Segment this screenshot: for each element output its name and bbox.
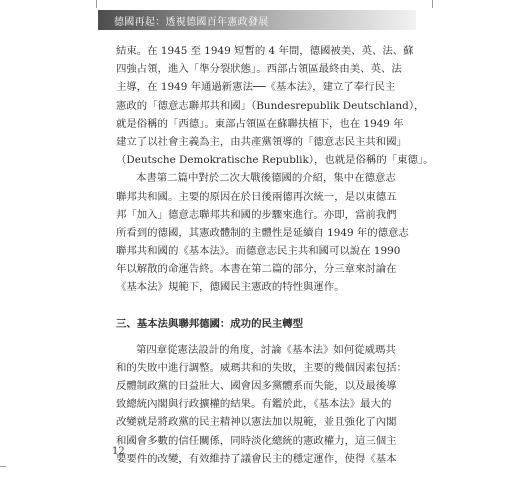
section-gap xyxy=(116,297,418,315)
crop-mark-bottom-left xyxy=(0,466,6,467)
header-title: 德國再起：透視德國百年憲政發展 xyxy=(114,17,269,28)
text-line: 要要件的改變，有效維持了議會民主的穩定運作，使得《基本 xyxy=(116,452,397,465)
page-number: 12 xyxy=(112,446,125,457)
text-line: 聯邦共和國的《基本法》。而德意志民主共和國可以說在 1990 xyxy=(116,245,401,258)
text-line: 所看到的德國，其憲政體制的主體性是延續自 1949 年的德意志 xyxy=(116,226,409,239)
text-line: 《基本法》規範下，德國民主憲政的特性與運作。 xyxy=(116,281,345,294)
text-line: 結束。在 1945 至 1949 短暫的 4 年間，德國被美、英、法、蘇 xyxy=(116,45,414,57)
crop-mark-top-right xyxy=(432,0,433,8)
text-line: 就是俗稱的「西德」。東部占領區在蘇聯扶植下，也在 1949 年 xyxy=(116,117,404,130)
text-line: 反體制政黨的日益壯大、國會因多黨體系而失能，以及最後導 xyxy=(116,380,397,392)
text-line: 本書第二篇中對於二次大戰後德國的介紹，集中在德意志 xyxy=(136,172,396,185)
paragraph-2 xyxy=(116,169,418,296)
text-line: 聯邦共和國。主要的原因在於日後兩德再次統一，是以東德五 xyxy=(116,190,397,203)
page-body xyxy=(116,42,434,468)
text-line: 和的失敗中進行調整。威瑪共和的失敗，主要的幾個因素包括： xyxy=(116,361,407,374)
paragraph-3 xyxy=(116,341,418,468)
text-line: 憲政的「德意志聯邦共和國」（Bundesrepublik Deutschland）， xyxy=(116,99,425,112)
text-line: 致總統內閣與行政擴權的結果。有鑑於此，《基本法》最大的 xyxy=(116,398,392,411)
text-line: 第四章從憲法設計的角度，討論《基本法》如何從威瑪共 xyxy=(136,343,396,356)
text-line: （Deutsche Demokratische Republik），也就是俗稱的「東德」。 xyxy=(116,154,434,167)
text-line: 四強占領，進入「準分裂狀態」。西部占領區最終由美、英、法 xyxy=(116,63,402,76)
running-header xyxy=(98,10,416,30)
text-line: 改變就是將政黨的民主精神以憲法加以規範，並且強化了內閣 xyxy=(116,416,397,429)
text-line: 邦「加入」德意志聯邦共和國的步驟來進行。亦即，當前我們 xyxy=(116,208,397,221)
section-heading: 三、基本法與聯邦德國：成功的民主轉型 xyxy=(116,317,304,330)
heading-gap xyxy=(116,333,418,341)
text-line: 主導，在 1949 年通過新憲法──《基本法》，建立了奉行民主 xyxy=(116,81,396,94)
crop-mark-top-left xyxy=(96,0,97,8)
text-line: 年以解散的命運告終。本書在第二篇的部分，分三章來討論在 xyxy=(116,263,397,276)
text-line: 建立了以社會主義為主，由共產黨領導的「德意志民主共和國」 xyxy=(116,135,407,148)
text-line: 和國會多數的信任關係，同時淡化總統的憲政權力，這三個主 xyxy=(116,434,397,447)
paragraph-1 xyxy=(116,42,434,169)
